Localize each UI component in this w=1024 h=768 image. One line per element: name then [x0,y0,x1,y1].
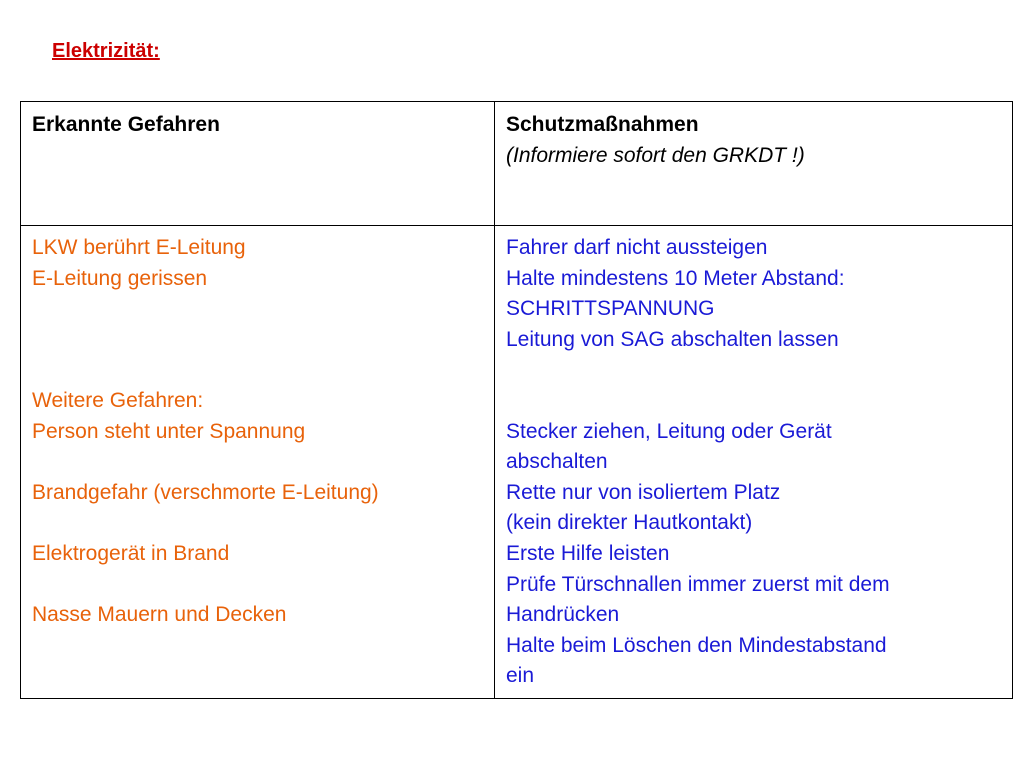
measure-item: Erste Hilfe leisten [506,541,670,565]
danger-item: E-Leitung gerissen [32,266,208,290]
measure-item: Handrücken [506,603,620,627]
danger-item: LKW berührt E-Leitung [32,236,246,259]
hazards-table [20,101,1013,699]
spacer [506,355,1002,386]
spacer [506,386,1002,417]
measure-item: Rette nur von isoliertem Platz [506,480,781,504]
page-title: Elektrizität: [52,40,160,62]
measure-item: Halte beim Löschen den Mindestabstand [506,633,887,657]
measure-item: SCHRITTSPANNUNG [506,297,715,321]
header-dangers: Erkannte Gefahren [32,113,220,136]
measure-item: ein [506,664,535,688]
danger-item: Elektrogerät in Brand [32,541,230,565]
spacer [32,294,484,386]
spacer [32,508,484,539]
table-header-row [21,102,1013,226]
danger-item: Brandgefahr (verschmorte E-Leitung) [32,480,379,504]
measures-cell [495,226,1013,699]
measure-item: abschalten [506,450,608,474]
measure-item: Fahrer darf nicht aussteigen [506,236,768,259]
dangers-cell [21,226,495,699]
spacer [32,570,484,601]
header-cell-measures [495,102,1013,226]
danger-subheading: Weitere Gefahren: [32,388,204,412]
measure-item: Halte mindestens 10 Meter Abstand: [506,266,845,290]
measure-item: (kein direkter Hautkontakt) [506,511,753,535]
danger-item: Person steht unter Spannung [32,419,306,443]
danger-item: Nasse Mauern und Decken [32,603,287,627]
header-measures: Schutzmaßnahmen [506,113,699,136]
table-body-row [21,226,1013,699]
header-cell-dangers [21,102,495,226]
measure-item: Prüfe Türschnallen immer zuerst mit dem [506,572,890,596]
measure-item: Leitung von SAG abschalten lassen [506,327,839,351]
header-measures-note: (Informiere sofort den GRKDT !) [506,143,805,167]
spacer [32,447,484,478]
measure-item: Stecker ziehen, Leitung oder Gerät [506,419,832,443]
